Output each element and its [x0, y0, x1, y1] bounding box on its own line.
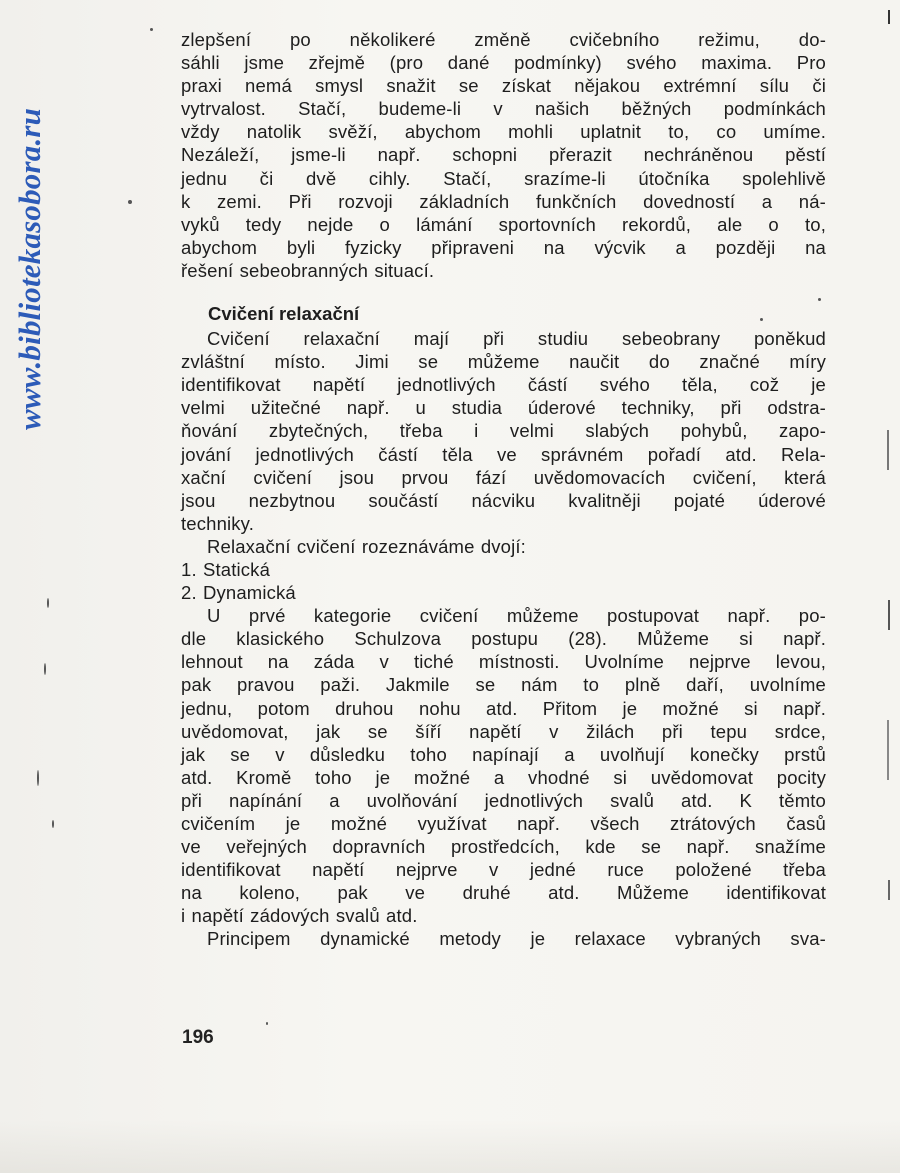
text-line: zlepšení po několikeré změně cvičebního režimu, do-	[181, 29, 826, 50]
paragraph-5	[181, 927, 826, 950]
text-line: při napínání a uvolňování jednotlivých svalů atd. K těmto	[181, 789, 826, 811]
text-line: cvičením je možné využívat např. všech ztrátových časů	[181, 813, 826, 834]
text-line: ve veřejných dopravních prostředcích, kde se např. snažíme	[181, 836, 826, 858]
scan-speck	[760, 318, 763, 321]
scan-speck	[47, 598, 49, 608]
text-line: jak se v důsledku toho napínají a uvolňují konečky prstů	[181, 743, 826, 765]
scan-speck	[37, 770, 39, 786]
text-line: Nezáleží, jsme-li např. schopni přerazit nechráněnou pěstí	[181, 144, 826, 166]
section-heading: Cvičení relaxační	[208, 303, 360, 325]
page-number: 196	[182, 1027, 214, 1048]
text-line: abychom byli fyzicky připraveni na výcvik a později na	[181, 236, 826, 258]
text-line: U prvé kategorie cvičení můžeme postupovat např. po-	[207, 605, 826, 627]
text-line: jsou nezbytnou součástí nácviku kvalitněji pojaté úderové	[181, 489, 826, 511]
scan-edge-mark	[888, 10, 890, 24]
text-line: i napětí zádových svalů atd.	[181, 905, 418, 927]
text-body	[181, 28, 826, 951]
page-bottom-shadow	[0, 1120, 900, 1173]
text-line: jování jednotlivých částí těla ve správném pořadí atd. Rela-	[181, 443, 826, 465]
scan-speck	[266, 1022, 268, 1025]
list-item: 1. Statická	[181, 558, 271, 580]
text-line: identifikovat napětí jednotlivých částí svého těla, což je	[181, 374, 826, 396]
text-line: ňování zbytečných, třeba i velmi slabých pohybů, zapo-	[181, 420, 826, 442]
paragraph-3	[181, 535, 826, 558]
paragraph-2	[181, 327, 826, 535]
scan-speck	[128, 200, 132, 204]
scan-edge-mark	[887, 430, 889, 470]
text-line: xační cvičení jsou prvou fází uvědomovacích cvičení, která	[181, 466, 826, 488]
paragraph-4	[181, 604, 826, 927]
text-line: techniky.	[181, 512, 254, 534]
scan-speck	[52, 820, 54, 828]
text-line: dle klasického Schulzova postupu (28). Můžeme si např.	[181, 628, 826, 650]
text-line: zvláštní místo. Jimi se můžeme naučit do značné míry	[181, 351, 826, 373]
text-line: atd. Kromě toho je možné a vhodné si uvědomovat pocity	[181, 766, 826, 788]
text-line: jednu, potom druhou nohu atd. Přitom je možné si např.	[181, 697, 826, 719]
paragraph-1	[181, 28, 826, 282]
scan-speck	[44, 663, 46, 675]
text-line: Principem dynamické metody je relaxace vybraných sva-	[207, 928, 826, 950]
scan-edge-mark	[888, 600, 890, 630]
text-line: jednu či dvě cihly. Stačí, srazíme-li útočníka spolehlivě	[181, 167, 826, 189]
watermark-text: www.bibliotekasobora.ru	[12, 107, 47, 430]
text-line: vytrvalost. Stačí, budeme-li v našich běžných podmínkách	[181, 98, 826, 120]
text-line: na koleno, pak ve druhé atd. Můžeme identifikovat	[181, 882, 826, 904]
scan-edge-mark	[887, 720, 889, 780]
text-line: sáhli jsme zřejmě (pro dané podmínky) svého maxima. Pro	[181, 52, 826, 74]
text-line: Cvičení relaxační mají při studiu sebeobrany poněkud	[207, 328, 826, 350]
text-line: řešení sebeobranných situací.	[181, 259, 435, 281]
list-item: 2. Dynamická	[181, 582, 296, 604]
text-line: lehnout na záda v tiché místnosti. Uvolníme nejprve levou,	[181, 651, 826, 673]
relaxation-types-list	[181, 558, 826, 604]
scan-speck	[818, 298, 821, 301]
text-line: uvědomovat, jak se šíří napětí v žilách při tepu srdce,	[181, 720, 826, 742]
text-line: velmi užitečné např. u studia úderové techniky, při odstra-	[181, 397, 826, 419]
text-line: Relaxační cvičení rozeznáváme dvojí:	[207, 535, 526, 557]
text-line: vždy natolik svěží, abychom mohli uplatnit to, co umíme.	[181, 121, 826, 143]
scan-speck	[150, 28, 153, 31]
text-line: identifikovat napětí nejprve v jedné ruce položené třeba	[181, 859, 826, 881]
text-line: pak pravou paži. Jakmile se nám to plně daří, uvolníme	[181, 674, 826, 696]
watermark	[6, 0, 54, 430]
scan-edge-mark	[888, 880, 890, 900]
text-line: k zemi. Při rozvoji základních funkčních dovedností a ná-	[181, 190, 826, 212]
text-line: vyků tedy nejde o lámání sportovních rekordů, ale o to,	[181, 213, 826, 235]
text-line: praxi nemá smysl snažit se získat nějakou extrémní sílu či	[181, 75, 826, 97]
